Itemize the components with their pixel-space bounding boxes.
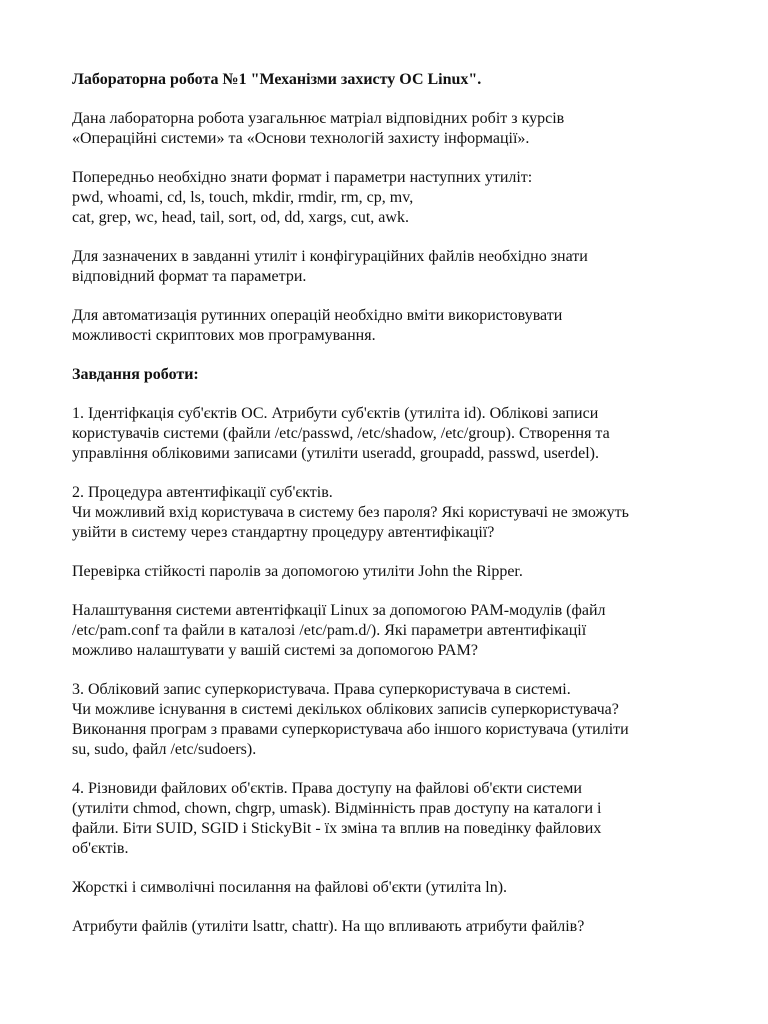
paragraph-line: Атрибути файлів (утиліти lsattr, chattr). На що впливають атрибути файлів?: [72, 918, 585, 935]
paragraph-line: Для зазначених в завданні утиліт і конфігураційних файлів необхідно знати: [72, 248, 588, 265]
task-paragraph-1: [72, 404, 712, 464]
paragraph-line: відповідний формат та параметри.: [72, 268, 307, 285]
paragraph-line: Чи можливе існування в системі декількох облікових записів суперкористувача?: [72, 701, 619, 718]
paragraph-line: Виконання програм з правами суперкористувача або іншого користувача (утиліти: [72, 721, 629, 738]
paragraph-line: Дана лабораторна робота узагальнює матріал відповідних робіт з курсів: [72, 110, 565, 127]
paragraph-line: Налаштування системи автентіфкації Linux за допомогою PAM-модулів (файл: [72, 602, 606, 619]
paragraph-line: Чи можливий вхід користувача в систему без пароля? Які користувачі не зможуть: [72, 504, 629, 521]
task-paragraph-8: [72, 917, 712, 937]
paragraph-line: 3. Обліковий запис суперкористувача. Права суперкористувача в системі.: [72, 681, 571, 698]
paragraph-line: su, sudo, файл /etc/sudoers).: [72, 741, 257, 758]
task-paragraph-5: [72, 680, 712, 760]
paragraph-line: «Операційні системи» та «Основи технологій захисту інформації».: [72, 130, 530, 147]
paragraph-line: pwd, whoami, cd, ls, touch, mkdir, rmdir, rm, cp, mv,: [72, 189, 414, 206]
paragraph-line: 1. Ідентіфкація суб'єктів ОС. Атрибути суб'єктів (утиліта id). Облікові записи: [72, 405, 599, 422]
heading-text: Завдання роботи:: [72, 366, 199, 383]
paragraph-line: користувачів системи (файли /etc/passwd, /etc/shadow, /etc/group). Створення та: [72, 425, 610, 442]
paragraph-line: Попередньо необхідно знати формат і параметри наступних утиліт:: [72, 169, 533, 186]
paragraph-line: 2. Процедура автентифікації суб'єктів.: [72, 484, 333, 501]
paragraph-line: 4. Різновиди файлових об'єктів. Права доступу на файлові об'єкти системи: [72, 780, 582, 797]
paragraph-line: cat, grep, wc, head, tail, sort, od, dd, xargs, cut, awk.: [72, 209, 409, 226]
intro-paragraph-1: [72, 109, 712, 149]
task-paragraph-6: [72, 779, 712, 859]
paragraph-line: можливо налаштувати у вашій системі за допомогою PAM?: [72, 642, 478, 659]
paragraph-line: Для автоматизація рутинних операцій необхідно вміти використовувати: [72, 307, 563, 324]
intro-paragraph-3: [72, 247, 712, 287]
task-paragraph-3: [72, 562, 712, 582]
paragraph-line: увійти в систему через стандартну процедуру автентифікації?: [72, 524, 495, 541]
document-page: [72, 70, 712, 956]
paragraph-line: (утиліти chmod, chown, chgrp, umask). Відмінність прав доступу на каталоги і: [72, 800, 602, 817]
task-paragraph-2: [72, 483, 712, 543]
paragraph-line: Жорсткі і символічні посилання на файлові об'єкти (утиліта ln).: [72, 879, 508, 896]
task-paragraph-4: [72, 601, 712, 661]
intro-paragraph-2: [72, 168, 712, 228]
paragraph-line: Перевірка стійкості паролів за допомогою утиліти John the Ripper.: [72, 563, 523, 580]
paragraph-line: об'єктів.: [72, 840, 129, 857]
intro-paragraph-4: [72, 306, 712, 346]
task-paragraph-7: [72, 878, 712, 898]
paragraph-line: файли. Біти SUID, SGID і StickyBit - їх зміна та вплив на поведінку файлових: [72, 820, 602, 837]
document-title: [72, 70, 712, 90]
paragraph-line: /etc/pam.conf та файли в каталозі /etc/pam.d/). Які параметри автентифікації: [72, 622, 587, 639]
tasks-heading: [72, 365, 712, 385]
paragraph-line: можливості скриптових мов програмування.: [72, 327, 376, 344]
paragraph-line: управління обліковими записами (утиліти useradd, groupadd, passwd, userdel).: [72, 445, 599, 462]
title-text: Лабораторна робота №1 "Механізми захисту ОС Linux".: [72, 71, 482, 88]
